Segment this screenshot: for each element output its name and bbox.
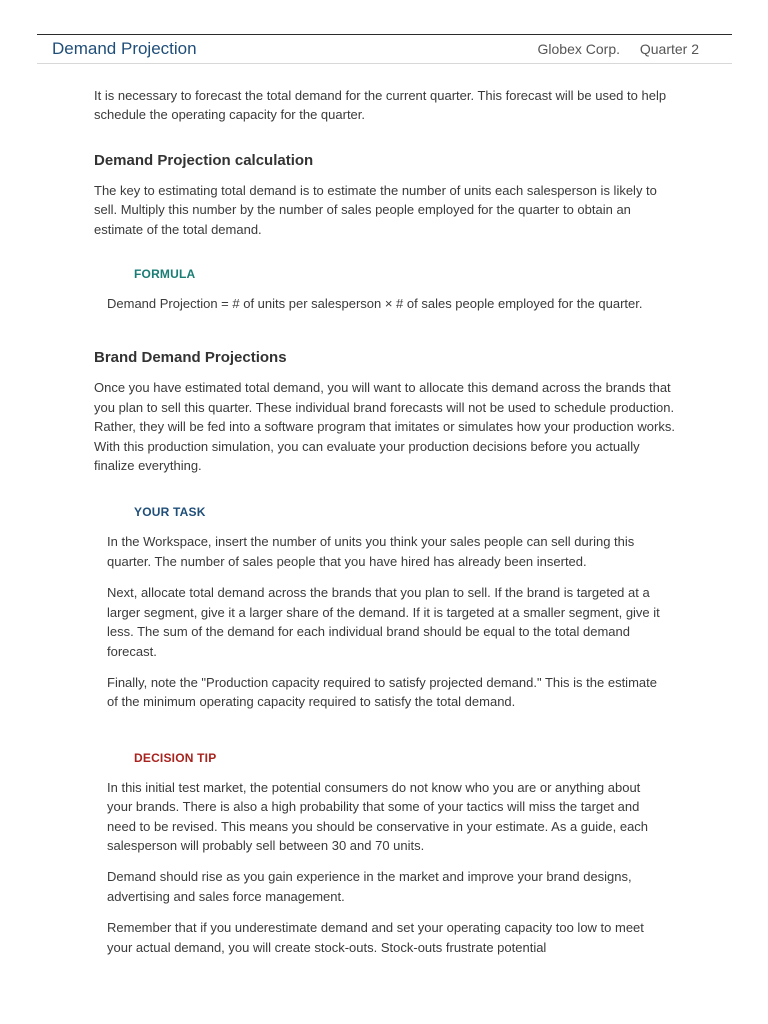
quarter-label: Quarter 2 <box>639 41 699 57</box>
task-callout <box>94 505 678 711</box>
formula-text: Demand Projection = # of units per salesperson × # of sales people employed for the quarter. <box>107 296 643 312</box>
tip-label: DECISION TIP <box>134 750 217 765</box>
brand-paragraph: Once you have estimated total demand, you will want to allocate this demand across the brands that you plan to sell this quarter. These individual brand forecasts will not be used to schedule production. Rather, they will be fed into a software program that imitates or simulates how your production works. With this production simulation, you can evaluate your production decisions before you actually finalize everything. <box>94 380 675 474</box>
formula-label: FORMULA <box>134 267 196 282</box>
task-paragraph: Next, allocate total demand across the brands that you plan to sell. If the brand is targeted at a larger segment, give it a larger share of the demand. If it is targeted at a smaller segment, give it less. The sum of the demand for each individual brand should be equal to the total demand forecast. <box>107 585 660 659</box>
page-title: Demand Projection <box>52 39 197 58</box>
intro-paragraph: It is necessary to forecast the total demand for the current quarter. This forecast will be used to help schedule the operating capacity for the quarter. <box>94 88 667 123</box>
calc-heading: Demand Projection calculation <box>94 151 314 169</box>
header-bar <box>37 34 732 64</box>
task-label: YOUR TASK <box>134 505 206 520</box>
task-paragraph: Finally, note the "Production capacity required to satisfy projected demand." This is the estimate of the minimum operating capacity required to satisfy the total demand. <box>107 674 657 710</box>
company-name: Globex Corp. <box>537 41 620 57</box>
calc-paragraph: The key to estimating total demand is to estimate the number of units each salesperson is likely to sell. Multiply this number by the number of sales people employed for the quarter to obtain an estimate of the total demand. <box>94 182 657 237</box>
tip-callout <box>94 751 678 957</box>
task-paragraph: In the Workspace, insert the number of units you think your sales people can sell during this quarter. The number of sales people that you have hired has already been inserted. <box>107 534 635 569</box>
tip-paragraph: Remember that if you underestimate demand and set your operating capacity too low to meet your actual demand, you will create stock-outs. Stock-outs frustrate potential <box>107 920 644 955</box>
article-content <box>94 86 678 957</box>
brand-heading: Brand Demand Projections <box>94 349 287 367</box>
formula-callout <box>94 267 678 313</box>
tip-paragraph: In this initial test market, the potential consumers do not know who you are or anything about your brands. There is also a high probability that some of your tactics will miss the target and need to be revised. This means you should be conservative in your estimate. As a guide, each salesperson will probably sell between 30 and 70 units. <box>107 779 649 853</box>
tip-paragraph: Demand should rise as you gain experience in the market and improve your brand designs, advertising and sales force management. <box>107 869 632 904</box>
